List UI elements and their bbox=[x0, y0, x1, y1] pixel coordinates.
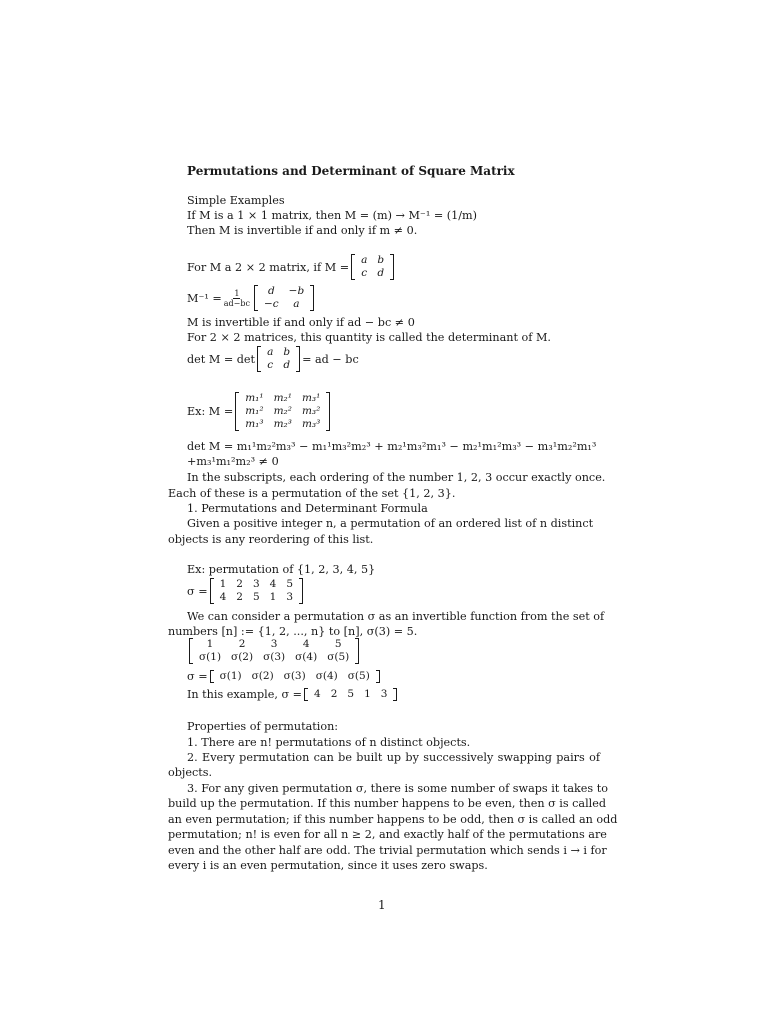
matrix-cell: 3 bbox=[270, 638, 278, 650]
matrix-cell: σ(2) bbox=[231, 651, 254, 663]
permutation-definition: Given a positive integer n, a permutation of an ordered list of n distinct bbox=[187, 517, 594, 530]
matrix-row bbox=[240, 418, 325, 431]
matrix-table bbox=[259, 285, 309, 311]
matrix-cell: m₁² bbox=[245, 405, 264, 417]
property-3-line2: build up the permutation. If this number happens to be even, then σ is called bbox=[168, 797, 607, 810]
matrix-cell: 4 bbox=[219, 591, 227, 603]
det-suffix: = ad − bc bbox=[302, 352, 359, 366]
matrix-cell: 5 bbox=[252, 591, 260, 603]
matrix-cell: 2 bbox=[236, 591, 243, 603]
matrix-cell: m₃³ bbox=[301, 418, 321, 430]
sigma-eq: σ = bbox=[187, 584, 208, 598]
sigma-function-table bbox=[187, 638, 361, 664]
ex-label: Ex: M = bbox=[187, 405, 234, 418]
property-3-line5: even and the other half are odd. The trivial permutation which sends i → i for bbox=[168, 844, 607, 857]
matrix-cell: σ(3) bbox=[283, 670, 306, 682]
matrix-cell: m₃² bbox=[301, 405, 321, 417]
matrix-cell: 5 bbox=[286, 578, 294, 590]
in-example-prefix: In this example, σ = bbox=[187, 688, 303, 701]
property-3-line3: an even permutation; if this number happens to be odd, then σ is called an odd bbox=[168, 813, 618, 826]
matrix-row bbox=[309, 688, 392, 701]
example-3x3 bbox=[187, 392, 332, 431]
matrix-cell: −c bbox=[263, 298, 279, 310]
properties-heading: Properties of permutation: bbox=[187, 720, 339, 733]
matrix-cell: σ(1) bbox=[199, 651, 222, 663]
matrix-table bbox=[309, 688, 392, 701]
matrix-cell: m₁³ bbox=[245, 418, 264, 430]
matrix-row bbox=[215, 578, 298, 591]
invertible-function-cont: numbers [n] := {1, 2, ..., n} to [n], σ(3) = 5. bbox=[168, 625, 418, 638]
det-expansion-line2: +m₃¹m₁²m₂³ ≠ 0 bbox=[187, 455, 279, 468]
inverse-prefix: M⁻¹ = bbox=[187, 291, 222, 305]
matrix-cell: d bbox=[377, 267, 385, 279]
matrix-row bbox=[215, 670, 375, 683]
matrix-cell: 4 bbox=[302, 638, 310, 650]
matrix-table bbox=[356, 254, 389, 280]
matrix-cell: 5 bbox=[347, 688, 355, 700]
matrix-row bbox=[262, 359, 295, 372]
matrix-cell: b bbox=[283, 346, 291, 358]
determinant-formula bbox=[187, 346, 359, 372]
det-expansion-line1: det M = m₁¹m₂²m₃³ − m₁¹m₃²m₂³ + m₂¹m₃²m₁³ − m₂¹m₁²m₃³ − m₃¹m₂²m₁³ bbox=[187, 440, 597, 453]
matrix-cell: c bbox=[267, 359, 274, 371]
property-3: 3. For any given permutation σ, there is some number of swaps it takes to bbox=[187, 782, 608, 795]
sigma-row-matrix bbox=[210, 670, 380, 683]
property-3-line6: every i is an even permutation, since it uses zero swaps. bbox=[168, 859, 488, 872]
matrix-cell: 2 bbox=[330, 688, 338, 700]
matrix-table bbox=[215, 578, 298, 604]
matrix-2x2 bbox=[351, 254, 394, 280]
fraction-numerator: 1 bbox=[234, 288, 240, 298]
matrix-inverse bbox=[254, 285, 314, 311]
subscripts-note-cont: Each of these is a permutation of the set {1, 2, 3}. bbox=[168, 487, 456, 500]
sigma-example-row bbox=[187, 688, 399, 701]
permutation-example-heading: Ex: permutation of {1, 2, 3, 4, 5} bbox=[187, 563, 376, 576]
matrix-table bbox=[194, 638, 354, 664]
permutation-definition-cont: objects is any reordering of this list. bbox=[168, 533, 374, 546]
invertible-condition: M is invertible if and only if ad − bc ≠ 0 bbox=[187, 316, 415, 329]
matrix-cell: 2 bbox=[236, 578, 243, 590]
matrix-row bbox=[194, 651, 354, 664]
det-matrix-2x2 bbox=[257, 346, 300, 372]
matrix-cell: σ(1) bbox=[219, 670, 242, 682]
matrix-cell: a bbox=[293, 298, 300, 310]
matrix-row bbox=[259, 285, 309, 298]
sigma-row-notation bbox=[187, 670, 382, 683]
matrix-row bbox=[240, 392, 325, 405]
invertible-function-text: We can consider a permutation σ as an invertible function from the set of bbox=[187, 610, 605, 623]
property-3-line4: permutation; n! is even for all n ≥ 2, and exactly half of the permutations are bbox=[168, 828, 607, 841]
page-number: 1 bbox=[378, 898, 386, 912]
property-1: 1. There are n! permutations of n distinct objects. bbox=[187, 736, 471, 749]
matrix-cell: c bbox=[361, 267, 368, 279]
det-prefix: det M = det bbox=[187, 352, 256, 366]
one-by-one-invertible: Then M is invertible if and only if m ≠ 0. bbox=[187, 224, 418, 237]
matrix-row bbox=[240, 405, 325, 418]
matrix-row bbox=[356, 254, 389, 267]
matrix-cell: σ(4) bbox=[295, 651, 318, 663]
inverse-fraction bbox=[224, 289, 250, 308]
determinant-definition: For 2 × 2 matrices, this quantity is called the determinant of M. bbox=[187, 331, 551, 344]
matrix-cell: d bbox=[283, 359, 291, 371]
matrix-cell: m₁¹ bbox=[245, 392, 264, 404]
matrix-cell: σ(4) bbox=[315, 670, 338, 682]
property-2: 2. Every permutation can be built up by successively swapping pairs of bbox=[187, 751, 600, 764]
matrix-cell: 4 bbox=[269, 578, 277, 590]
matrix-cell: σ(5) bbox=[327, 651, 350, 663]
matrix-row bbox=[356, 267, 389, 280]
simple-examples-heading: Simple Examples bbox=[187, 194, 285, 207]
matrix-cell: 4 bbox=[314, 688, 321, 700]
property-2-cont: objects. bbox=[168, 766, 213, 779]
sigma-example-matrix bbox=[304, 688, 397, 701]
sigma-row-prefix: σ = bbox=[187, 670, 208, 683]
matrix-cell: σ(2) bbox=[251, 670, 274, 682]
sigma-two-row-matrix bbox=[210, 578, 303, 604]
matrix-cell: 1 bbox=[206, 638, 214, 650]
matrix-cell: 1 bbox=[269, 591, 277, 603]
matrix-cell: σ(3) bbox=[263, 651, 286, 663]
one-by-one-case: If M is a 1 × 1 matrix, then M = (m) → M⁻¹ = (1/m) bbox=[187, 209, 478, 222]
matrix-cell: 5 bbox=[334, 638, 342, 650]
matrix-cell: 1 bbox=[219, 578, 227, 590]
matrix-cell: 3 bbox=[252, 578, 260, 590]
two-by-two-prefix: For M a 2 × 2 matrix, if M = bbox=[187, 260, 350, 274]
sigma-function-matrix bbox=[189, 638, 359, 664]
matrix-row bbox=[262, 346, 295, 359]
matrix-cell: 3 bbox=[380, 688, 388, 700]
matrix-cell: b bbox=[377, 254, 385, 266]
matrix-cell: d bbox=[267, 285, 275, 297]
matrix-cell: −b bbox=[288, 285, 305, 297]
page-title: Permutations and Determinant of Square Matrix bbox=[187, 164, 515, 178]
matrix-cell: m₂³ bbox=[273, 418, 292, 430]
matrix-row bbox=[194, 638, 354, 651]
matrix-cell: m₂² bbox=[273, 405, 292, 417]
matrix-table bbox=[262, 346, 295, 372]
sigma-two-row-notation bbox=[187, 578, 305, 604]
matrix-cell: 3 bbox=[286, 591, 294, 603]
matrix-row bbox=[259, 298, 309, 311]
matrix-cell: m₃¹ bbox=[301, 392, 321, 404]
matrix-table bbox=[215, 670, 375, 683]
inverse-formula bbox=[187, 285, 316, 311]
subscripts-note: In the subscripts, each ordering of the number 1, 2, 3 occur exactly once. bbox=[187, 471, 606, 484]
matrix-cell: m₂¹ bbox=[273, 392, 292, 404]
matrix-row bbox=[215, 591, 298, 604]
matrix-cell: 2 bbox=[238, 638, 246, 650]
fraction-denominator: ad−bc bbox=[223, 298, 250, 308]
two-by-two-definition bbox=[187, 254, 396, 280]
matrix-cell: 1 bbox=[364, 688, 371, 700]
matrix-cell: σ(5) bbox=[347, 670, 370, 682]
matrix-3x3 bbox=[235, 392, 330, 431]
matrix-cell: a bbox=[361, 254, 368, 266]
matrix-cell: a bbox=[267, 346, 274, 358]
matrix-table bbox=[240, 392, 325, 431]
section-heading: 1. Permutations and Determinant Formula bbox=[187, 502, 428, 515]
